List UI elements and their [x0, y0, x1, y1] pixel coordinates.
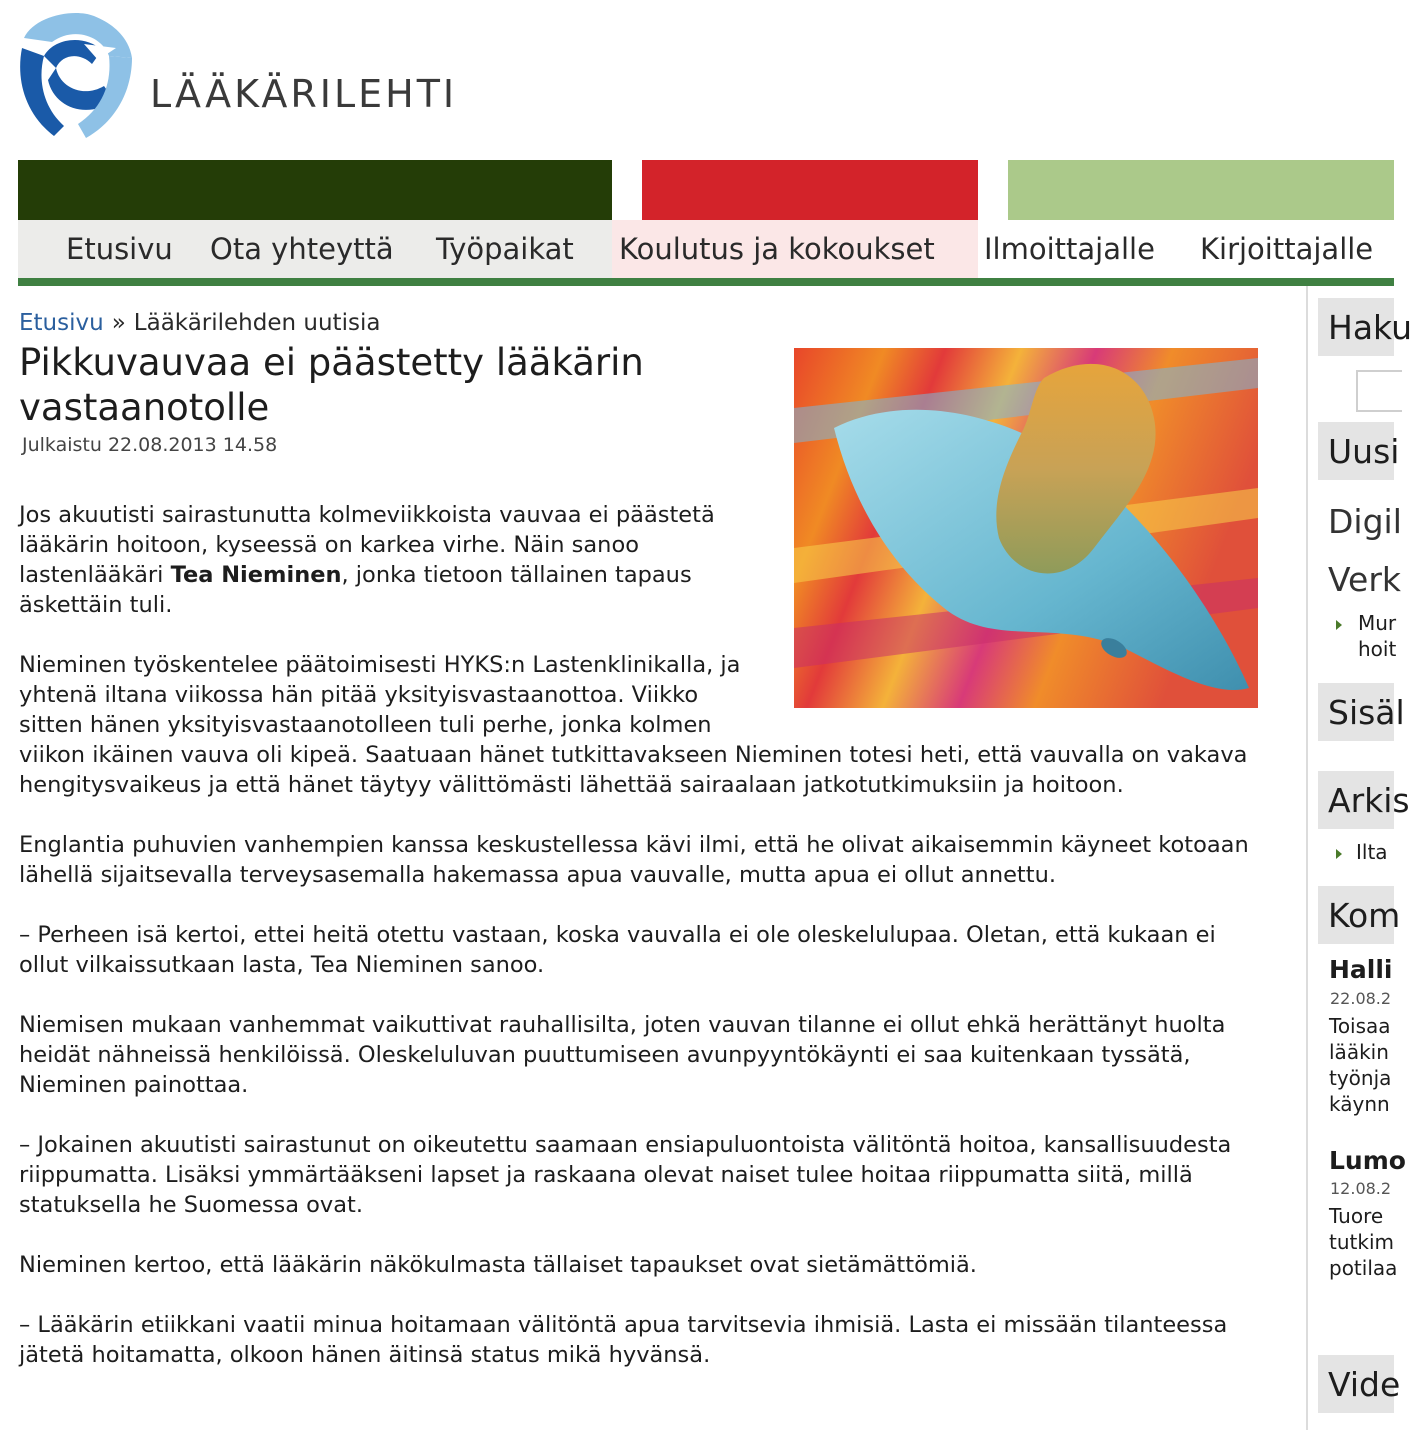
article-paragraph: Englantia puhuvien vanhempien kanssa keskustellessa kävi ilmi, että he olivat aikaisemmin käyneet kotoaan lähellä sijaitsevalla terveysasemalla hakemassa apua vauvalle, mutta apua ei ollut annettu.	[19, 832, 1249, 888]
sidebar-comment-date: 22.08.2	[1330, 989, 1392, 1008]
sidebar-archive-list-item[interactable]: Ilta	[1336, 839, 1388, 865]
sidebar-video-heading: Vide	[1318, 1355, 1394, 1413]
bullet-arrow-icon	[1336, 849, 1342, 859]
sidebar-archive-heading: Arkis	[1318, 771, 1394, 829]
nav-item-koulutus-ja-kokoukset[interactable]: Koulutus ja kokoukset	[619, 232, 935, 266]
nav-item-etusivu[interactable]: Etusivu	[66, 232, 173, 266]
site-logo-icon[interactable]	[14, 8, 134, 140]
breadcrumb	[19, 310, 380, 336]
nav-underline	[18, 278, 1394, 286]
nav-item-kirjoittajalle[interactable]: Kirjoittajalle	[1200, 232, 1374, 266]
header-color-bar-dark-green	[18, 160, 612, 220]
sidebar-comment-title[interactable]: Halli	[1329, 955, 1393, 984]
nav-item-ilmoittajalle[interactable]: Ilmoittajalle	[984, 232, 1155, 266]
article-published-date: Julkaistu 22.08.2013 14.58	[22, 434, 278, 456]
nav-item-tyopaikat[interactable]: Työpaikat	[436, 232, 574, 266]
sidebar-digital-link[interactable]: Digil	[1328, 502, 1402, 541]
person-name: Tea Nieminen	[170, 562, 342, 588]
breadcrumb-current: Lääkärilehden uutisia	[133, 310, 381, 336]
article-paragraph: Nieminen työskentelee päätoimisesti HYKS:n Lastenklinikalla, ja yhtenä iltana viikossa hän pitää yksityisvastaanottoa. Viikko sitten hänen yksityisvastaanotolleen tuli perhe, jonka kolmen viikon ikäinen vauva oli kipeä. Saatuaan hänet tutkittavakseen Nieminen totesi heti, että vauvalla on vakava hengitysvaikeus ja että hänet täytyy välittömästi lähettää sairaalaan jatkotutkimuksiin ja hoitoon.	[19, 652, 1248, 798]
sidebar-search-input[interactable]	[1356, 370, 1402, 412]
article-paragraph: Niemisen mukaan vanhemmat vaikuttivat rauhallisilta, joten vauvan tilanne ei ollut ehkä herättänyt huolta heidät nähneissä henkilöissä. Oleskeluluvan puuttumiseen avunpyyntökäynti ei saa kuitenkaan tyssätä, Nieminen painottaa.	[19, 1012, 1226, 1098]
article-paragraph: Nieminen kertoo, että lääkärin näkökulmasta tällaiset tapaukset ovat sietämättömiä.	[19, 1252, 977, 1278]
sidebar-content-heading: Sisäl	[1318, 683, 1394, 741]
sidebar-comment-excerpt: Toisaa lääkin työnja käynn	[1329, 1014, 1392, 1116]
sidebar-comment-excerpt: Tuore tutkim potilaa	[1329, 1204, 1398, 1280]
breadcrumb-home-link[interactable]: Etusivu	[19, 310, 104, 336]
sidebar-comments-heading: Kom	[1318, 886, 1394, 944]
sidebar-verk-list-item[interactable]: Mur hoit	[1336, 610, 1356, 636]
article-paragraph: – Jokainen akuutisti sairastunut on oikeutettu saamaan ensiapuluontoista välitöntä hoitoa, kansallisuudesta riippumatta. Lisäksi ymmärtääkseni lapset ja raskaana olevat naiset tulee hoitaa riippumatta siitä, millä statuksella he Suomessa ovat.	[19, 1132, 1232, 1218]
sidebar-verk-link[interactable]: Verk	[1328, 560, 1401, 599]
bullet-arrow-icon	[1336, 620, 1342, 630]
site-brand-name[interactable]: LÄÄKÄRILEHTI	[150, 72, 458, 116]
header-color-bar-red	[642, 160, 978, 220]
sidebar-divider	[1306, 286, 1308, 1430]
nav-item-ota-yhteytta[interactable]: Ota yhteyttä	[210, 232, 394, 266]
sidebar-new-heading: Uusi	[1318, 422, 1394, 480]
header-color-bar-light-green	[1008, 160, 1394, 220]
sidebar-search-heading: Haku	[1318, 298, 1394, 356]
image-float-spacer	[759, 500, 1249, 715]
article-paragraph: Jos akuutisti sairastunutta kolmeviikkoista vauvaa ei päästetä lääkärin hoitoon, kyseessä on karkea virhe. Näin sanoo lastenlääkäri Tea Nieminen, jonka tietoon tällainen tapaus äskettäin tuli.	[19, 502, 715, 618]
article-paragraph: – Perheen isä kertoi, ettei heitä otettu vastaan, koska vauvalla ei ole oleskelulupaa. Oletan, että kukaan ei ollut vilkaissutkaan lasta, Tea Nieminen sanoo.	[19, 922, 1216, 978]
article-paragraph: – Lääkärin etiikkani vaatii minua hoitamaan välitöntä apua tarvitsevia ihmisiä. Lasta ei missään tilanteessa jätetä hoitamatta, olkoon hänen äitinsä status mikä hyvänsä.	[19, 1312, 1228, 1368]
article-title: Pikkuvauvaa ei päästetty lääkärin vastaanotolle	[19, 341, 644, 429]
sidebar-comment-title[interactable]: Lumo	[1329, 1146, 1406, 1175]
sidebar-comment-date: 12.08.2	[1330, 1179, 1392, 1198]
breadcrumb-separator: »	[111, 310, 126, 336]
article-body	[19, 500, 1249, 1400]
